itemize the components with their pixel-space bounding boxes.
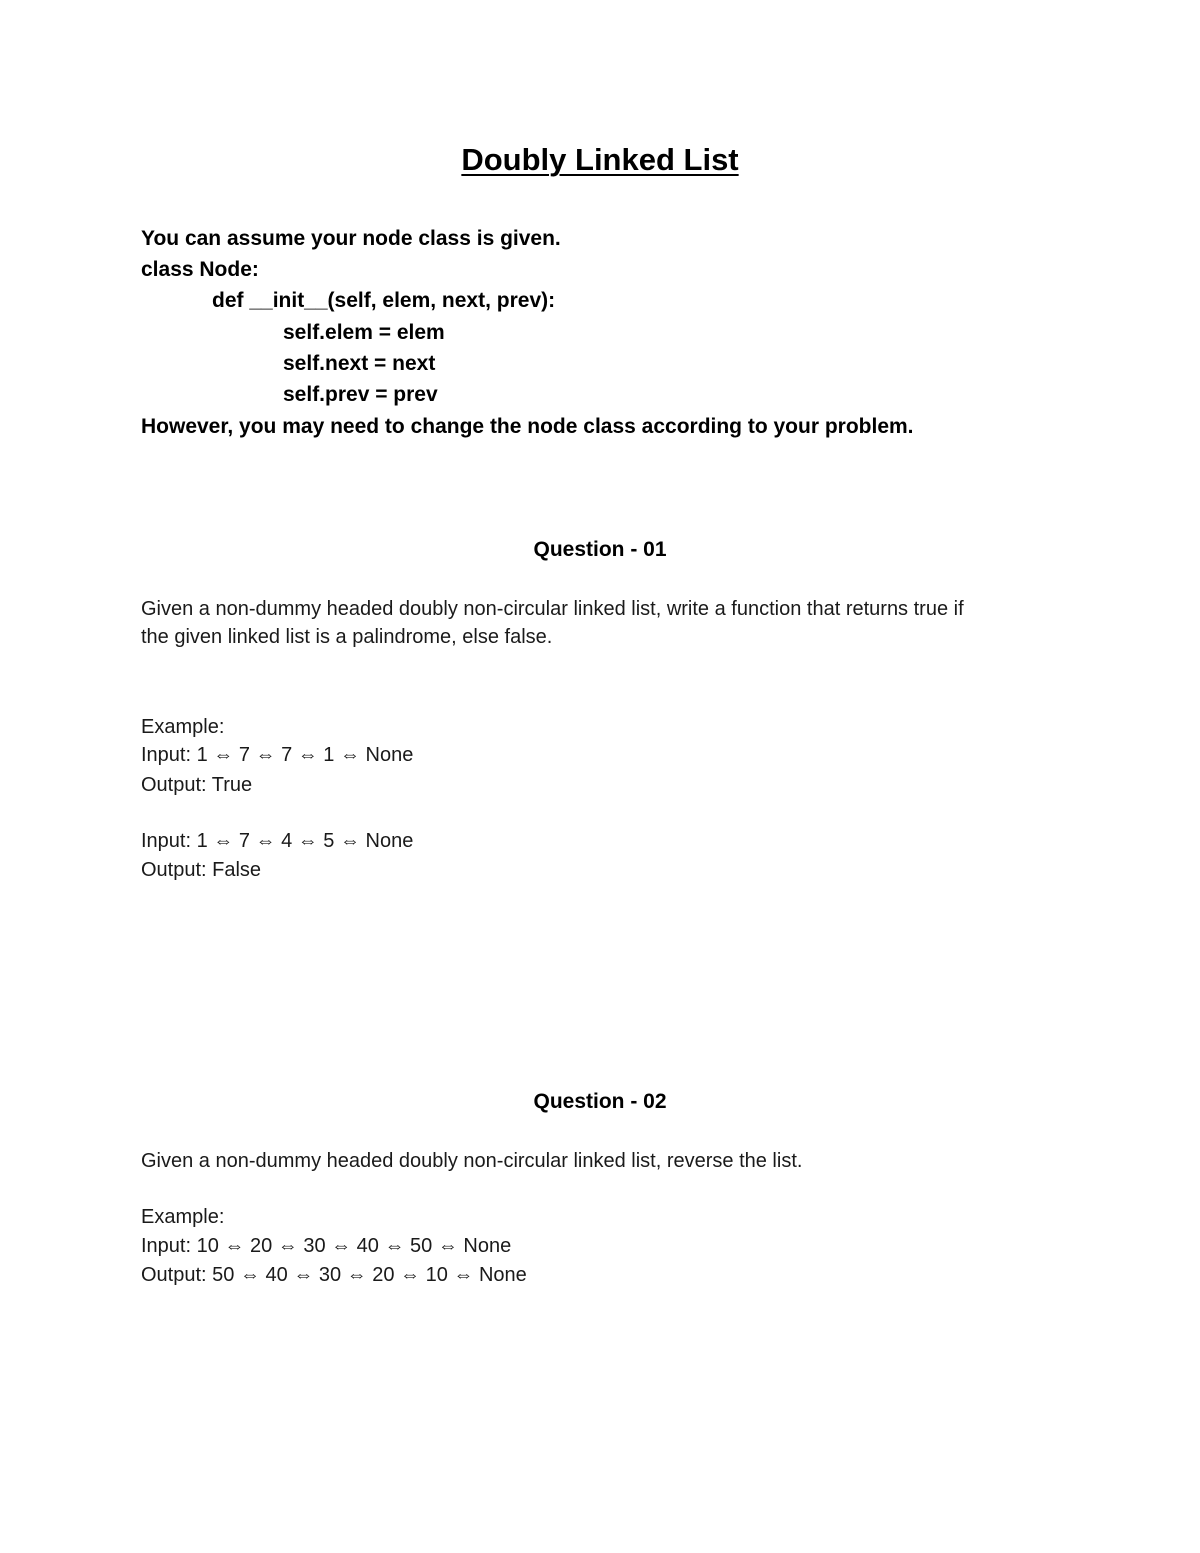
code-line-class: class Node:: [141, 258, 259, 281]
question-02-example-label: Example:: [141, 1206, 225, 1228]
question-01-example-label: Example:: [141, 716, 225, 738]
question-01-example-2-input: Input: 1 ⇔ 7 ⇔ 4 ⇔ 5 ⇔ None: [141, 830, 414, 852]
question-02-example-output: Output: 50 ⇔ 40 ⇔ 30 ⇔ 20 ⇔ 10 ⇔ None: [141, 1264, 527, 1286]
question-02-text-line-1: Given a non-dummy headed doubly non-circular linked list, reverse the list.: [141, 1150, 803, 1172]
code-line-elem: self.elem = elem: [283, 321, 445, 344]
question-01-example-2-output: Output: False: [141, 859, 262, 881]
question-02-example-input: Input: 10 ⇔ 20 ⇔ 30 ⇔ 40 ⇔ 50 ⇔ None: [141, 1235, 512, 1257]
intro-note: However, you may need to change the node class according to your problem.: [141, 415, 914, 438]
question-01-text-line-2: the given linked list is a palindrome, else false.: [141, 626, 553, 648]
question-02-heading: Question - 02: [533, 1090, 667, 1113]
question-01-text-line-1: Given a non-dummy headed doubly non-circular linked list, write a function that returns true if: [141, 598, 964, 620]
question-01-example-1-input: Input: 1 ⇔ 7 ⇔ 7 ⇔ 1 ⇔ None: [141, 744, 414, 766]
intro-text: You can assume your node class is given.: [141, 227, 561, 250]
code-line-def: def __init__(self, elem, next, prev):: [212, 289, 556, 312]
code-line-next: self.next = next: [283, 352, 436, 375]
question-01-example-1-output: Output: True: [141, 774, 253, 796]
code-line-prev: self.prev = prev: [283, 383, 438, 406]
question-01-heading: Question - 01: [533, 538, 667, 561]
page-title: Doubly Linked List: [461, 142, 739, 177]
